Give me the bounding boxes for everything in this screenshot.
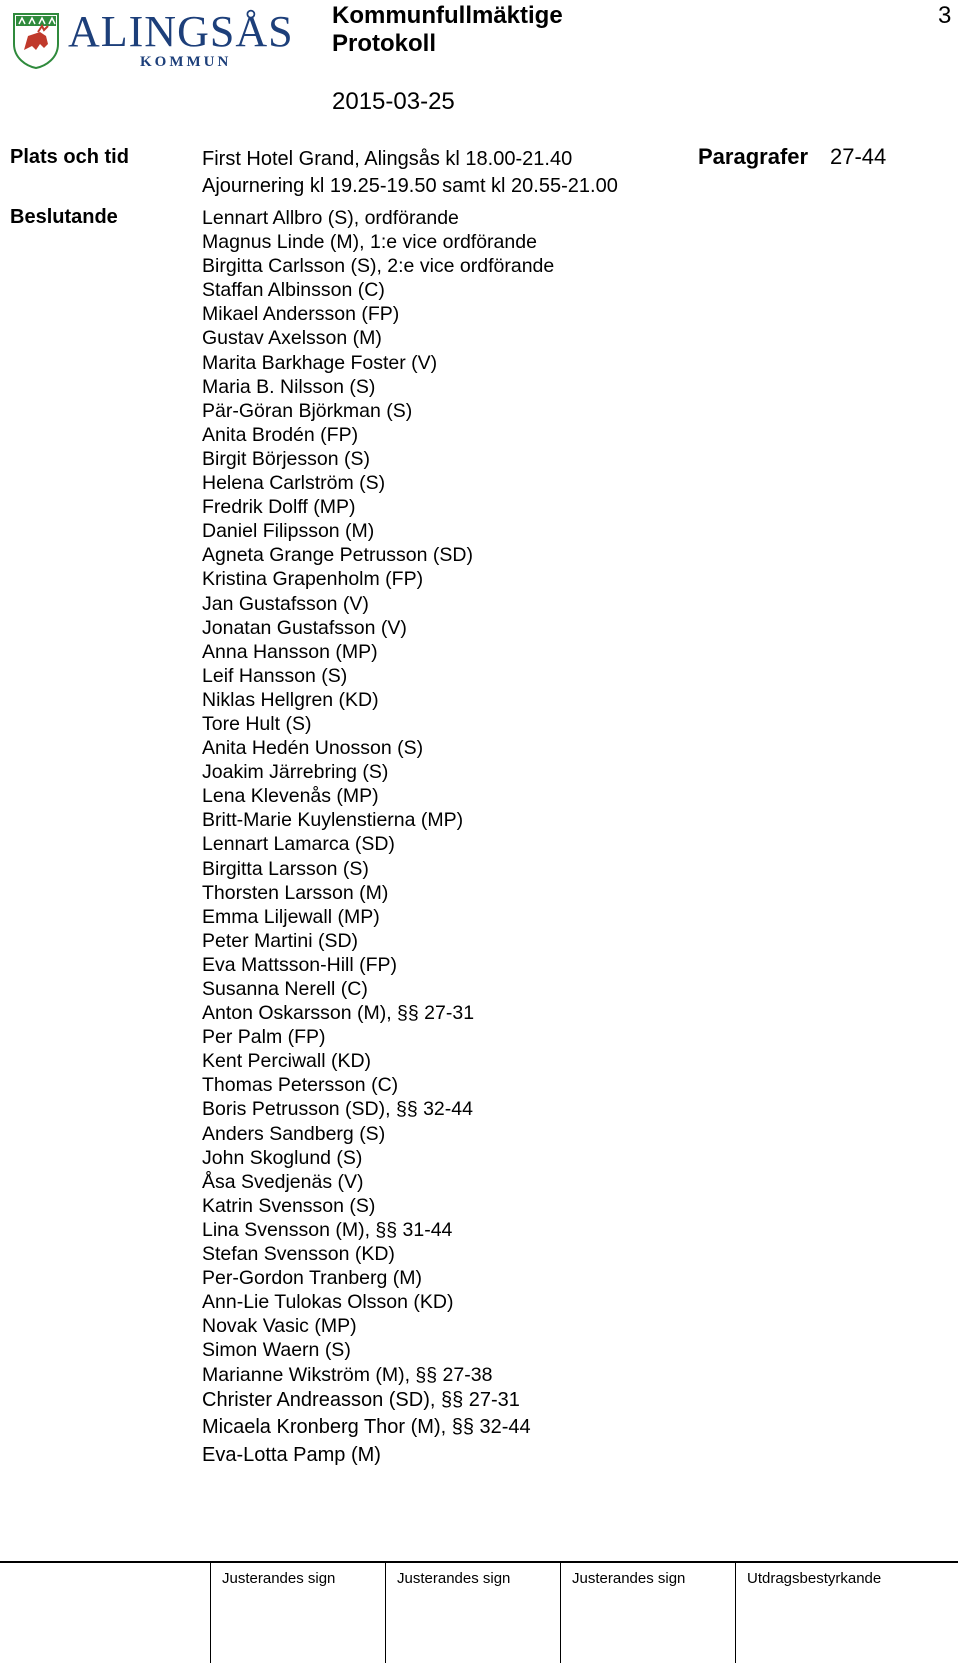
member-item: Joakim Järrebring (S)	[202, 761, 389, 784]
paragraphs-value: 27-44	[830, 144, 887, 169]
member-item: Lennart Allbro (S), ordförande	[202, 207, 459, 229]
member-item: Jonatan Gustafsson (V)	[202, 616, 407, 639]
member-item: Susanna Nerell (C)	[202, 978, 368, 1000]
logo-subtext: KOMMUN	[140, 54, 232, 70]
member-item: Thorsten Larsson (M)	[202, 881, 389, 904]
member-item: Per-Gordon Tranberg (M)	[202, 1267, 422, 1290]
member-item: Birgitta Larsson (S)	[202, 857, 369, 880]
logo-wordmark: ALINGSÅS	[68, 7, 294, 56]
decision-makers-label: Beslutande	[10, 206, 118, 228]
member-item: Marianne Wikström (M), §§ 27-38	[202, 1363, 493, 1386]
member-item: Thomas Petersson (C)	[202, 1074, 399, 1097]
member-item: Anders Sandberg (S)	[202, 1122, 386, 1145]
member-item: Leif Hansson (S)	[202, 664, 348, 687]
signature-label-1: Justerandes sign	[222, 1570, 336, 1587]
member-item: Per Palm (FP)	[202, 1026, 326, 1049]
member-item: Maria B. Nilsson (S)	[202, 375, 376, 398]
member-item: Lena Klevenås (MP)	[202, 785, 379, 808]
member-item: Lennart Lamarca (SD)	[202, 833, 395, 856]
member-item: Kent Perciwall (KD)	[202, 1050, 372, 1073]
member-item: John Skoglund (S)	[202, 1146, 363, 1169]
footer-column-separator	[385, 1563, 386, 1663]
member-item: Micaela Kronberg Thor (M), §§ 32-44	[202, 1416, 531, 1439]
document-title	[332, 2, 563, 58]
member-item: Helena Carlström (S)	[202, 472, 386, 495]
member-item: Tore Hult (S)	[202, 712, 312, 735]
member-item: Lina Svensson (M), §§ 31-44	[202, 1218, 453, 1241]
decision-makers-list	[202, 206, 554, 1469]
member-item: Kristina Grapenholm (FP)	[202, 568, 424, 591]
member-item: Birgit Börjesson (S)	[202, 447, 370, 470]
place-line-2: Ajournering kl 19.25-19.50 samt kl 20.55-21.00	[202, 175, 618, 197]
member-item: Daniel Filipsson (M)	[202, 520, 375, 543]
title-line-1: Kommunfullmäktige	[332, 2, 563, 29]
member-item: Anita Brodén (FP)	[202, 423, 359, 446]
document-date: 2015-03-25	[332, 88, 455, 115]
member-item: Novak Vasic (MP)	[202, 1315, 357, 1338]
member-item: Niklas Hellgren (KD)	[202, 688, 379, 711]
member-item: Britt-Marie Kuylenstierna (MP)	[202, 809, 464, 832]
place-and-time	[202, 146, 618, 200]
member-item: Marita Barkhage Foster (V)	[202, 351, 438, 374]
member-item: Eva Mattsson-Hill (FP)	[202, 953, 398, 976]
member-item: Mikael Andersson (FP)	[202, 303, 400, 326]
member-item: Eva-Lotta Pamp (M)	[202, 1443, 381, 1466]
member-item: Ann-Lie Tulokas Olsson (KD)	[202, 1291, 454, 1314]
footer-column-separator	[735, 1563, 736, 1663]
paragraphs-label: Paragrafer	[698, 144, 809, 169]
signature-label-3: Justerandes sign	[572, 1570, 686, 1587]
coat-of-arms-icon	[10, 10, 62, 70]
member-item: Fredrik Dolff (MP)	[202, 496, 356, 519]
member-item: Birgitta Carlsson (S), 2:e vice ordförande	[202, 255, 555, 278]
member-item: Boris Petrusson (SD), §§ 32-44	[202, 1098, 473, 1121]
title-line-2: Protokoll	[332, 30, 437, 57]
member-item: Pär-Göran Björkman (S)	[202, 399, 413, 422]
certification-label: Utdragsbestyrkande	[747, 1570, 882, 1587]
member-item: Gustav Axelsson (M)	[202, 327, 382, 350]
alingsas-logo	[10, 6, 294, 72]
member-item: Åsa Svedjenäs (V)	[202, 1170, 364, 1193]
member-item: Katrin Svensson (S)	[202, 1194, 376, 1217]
member-item: Agneta Grange Petrusson (SD)	[202, 544, 473, 567]
member-item: Peter Martini (SD)	[202, 929, 359, 952]
footer-divider	[0, 1561, 958, 1563]
member-item: Anton Oskarsson (M), §§ 27-31	[202, 1002, 475, 1025]
place-line-1: First Hotel Grand, Alingsås kl 18.00-21.40	[202, 148, 573, 170]
member-item: Christer Andreasson (SD), §§ 27-31	[202, 1388, 520, 1411]
member-item: Anita Hedén Unosson (S)	[202, 737, 424, 760]
footer-column-separator	[210, 1563, 211, 1663]
page-number: 3	[938, 2, 952, 29]
member-item: Magnus Linde (M), 1:e vice ordförande	[202, 231, 537, 254]
member-item: Staffan Albinsson (C)	[202, 279, 385, 302]
signature-label-2: Justerandes sign	[397, 1570, 511, 1587]
member-item: Jan Gustafsson (V)	[202, 592, 369, 615]
place-label: Plats och tid	[10, 146, 129, 168]
footer-column-separator	[560, 1563, 561, 1663]
member-item: Emma Liljewall (MP)	[202, 905, 380, 928]
member-item: Simon Waern (S)	[202, 1339, 351, 1362]
member-item: Stefan Svensson (KD)	[202, 1243, 395, 1266]
member-item: Anna Hansson (MP)	[202, 640, 378, 663]
